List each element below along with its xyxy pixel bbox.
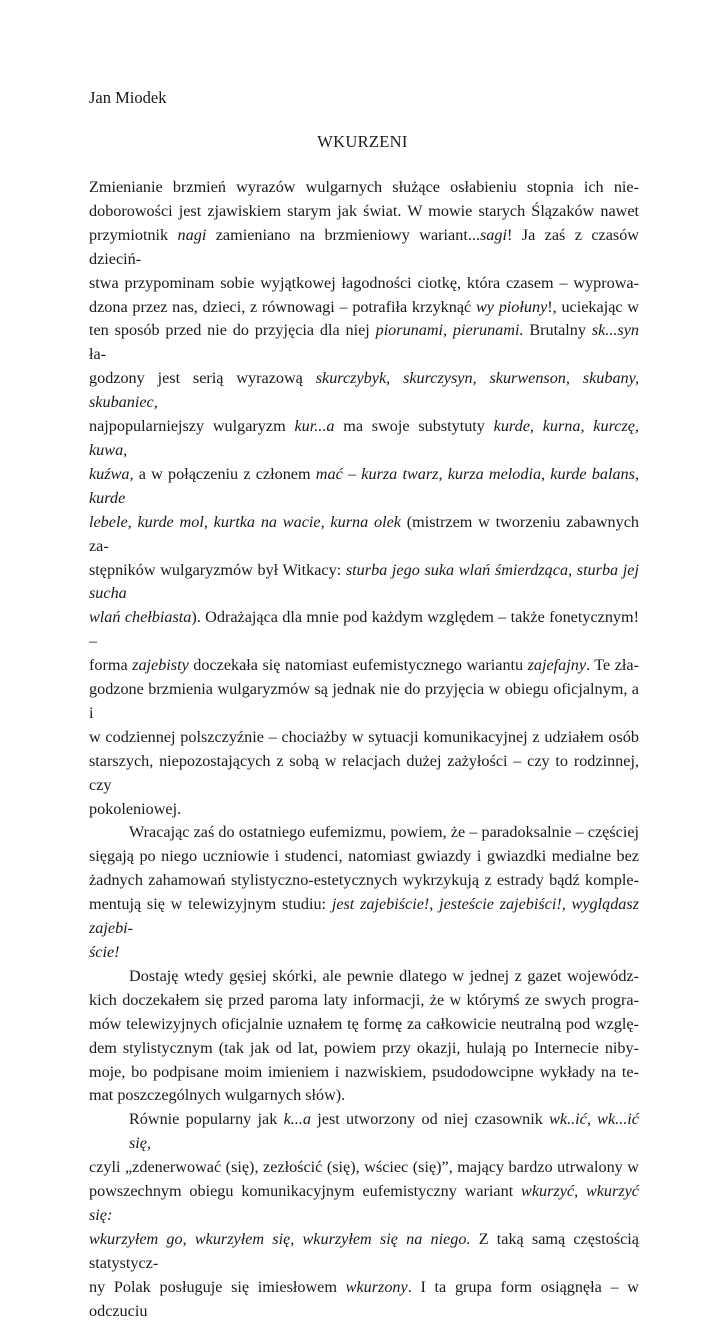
text-line: dzona przez nas, dzieci, z równowagi – potrafiła krzyknąć wy piołuny!, uciekając w xyxy=(89,297,640,316)
document-title: WKURZENI xyxy=(317,132,408,151)
text-line: kich doczekałem się przed paroma laty informacji, że w którymś ze swych progra- xyxy=(89,990,639,1009)
text-line: Równie popularny jak k...a jest utworzony od niej czasownik wk..ić, wk...ić się, xyxy=(129,1110,639,1153)
text-line: ten sposób przed nie do przyjęcia dla niej piorunami, pierunami. Brutalny sk...syn ła- xyxy=(89,321,640,364)
text-line: mów telewizyjnych oficjalnie uznałem tę formę za całkowicie neutralną pod wzglę- xyxy=(89,1014,639,1033)
text-line: lebele, kurde mol, kurtka na wacie, kurna olek (mistrzem w tworzeniu zabawnych za- xyxy=(89,512,639,555)
text-line: żadnych zahamowań stylistyczno-estetycznych wykrzykują z estrady bądź komple- xyxy=(89,871,639,890)
text-line: Wracając zaś do ostatniego eufemizmu, powiem, że – paradoksalnie – częściej xyxy=(129,823,639,842)
text-line: godzony jest serią wyrazową skurczybyk, skurczysyn, skurwenson, skubany, skubaniec, xyxy=(89,369,639,412)
text-line: pokoleniowej. xyxy=(89,799,182,818)
text-line: starszych, niepozostających z sobą w relacjach dużej zażyłości – czy to rodzinnej, czy xyxy=(89,751,639,794)
text-line: przymiotnik nagi zamieniano na brzmieniowy wariant...sagi! Ja zaś z czasów dzieciń- xyxy=(89,225,639,268)
text-line: doborowości jest zjawiskiem starym jak świat. W mowie starych Ślązaków nawet xyxy=(89,201,639,220)
text-line: powszechnym obiegu komunikacyjnym eufemistyczny wariant wkurzyć, wkurzyć się: xyxy=(89,1182,639,1224)
text-line: mentują się w telewizyjnym studiu: jest zajebiście!, jesteście zajebiści!, wyglądasz zajebi- xyxy=(89,895,640,938)
text-line: czyli „zdenerwować (się), zezłościć (się), wściec (się)”, mający bardzo utrwalony w xyxy=(89,1158,639,1177)
text-line: dem stylistycznym (tak jak od lat, powiem przy okazji, hulają po Internecie niby- xyxy=(89,1038,639,1057)
article-body xyxy=(89,176,639,1324)
text-line: godzone brzmienia wulgaryzmów są jednak nie do przyjęcia w obiegu oficjalnym, a i xyxy=(89,680,639,722)
text-line: wkurzyłem go, wkurzyłem się, wkurzyłem się na niego. Z taką samą częstością statystycz- xyxy=(89,1229,639,1272)
author-name: Jan Miodek xyxy=(89,88,167,107)
text-line: sięgają po niego uczniowie i studenci, natomiast gwiazdy i gwiazdki medialne bez xyxy=(89,847,639,866)
text-line: mat poszczególnych wulgarnych słów). xyxy=(89,1086,346,1105)
text-line: ny Polak posługuje się imiesłowem wkurzony. I ta grupa form osiągnęła – w odczuciu xyxy=(89,1277,639,1320)
text-line: forma zajebisty doczekała się natomiast eufemistycznego wariantu zajefajny. Te zła- xyxy=(89,656,639,675)
text-line: Zmienianie brzmień wyrazów wulgarnych służące osłabieniu stopnia ich nie- xyxy=(89,178,639,196)
text-line: Dostaję wtedy gęsiej skórki, ale pewnie dlatego w jednej z gazet wojewódz- xyxy=(129,966,639,985)
text-line: w codziennej polszczyźnie – chociażby w sytuacji komunikacyjnej z udziałem osób xyxy=(89,727,639,746)
text-line: ście! xyxy=(89,943,120,961)
text-line: najpopularniejszy wulgaryzm kur...a ma swoje substytuty kurde, kurna, kurczę, kuwa, xyxy=(89,417,639,459)
text-line: moje, bo podpisane moim imieniem i nazwiskiem, psudodowcipne wykłady na te- xyxy=(89,1062,639,1081)
text-line: kuźwa, a w połączeniu z członem mać – kurza twarz, kurza melodia, kurde balans, kurde xyxy=(89,464,639,507)
text-line: wlań chełbiasta). Odrażająca dla mnie pod każdym względem – także fonetycznym! – xyxy=(89,608,639,651)
text-line: stępników wulgaryzmów był Witkacy: sturba jego suka wlań śmierdząca, sturba jej sucha xyxy=(89,560,639,603)
text-line: stwa przypominam sobie wyjątkowej łagodności ciotkę, która czasem – wyprowa- xyxy=(89,273,639,292)
